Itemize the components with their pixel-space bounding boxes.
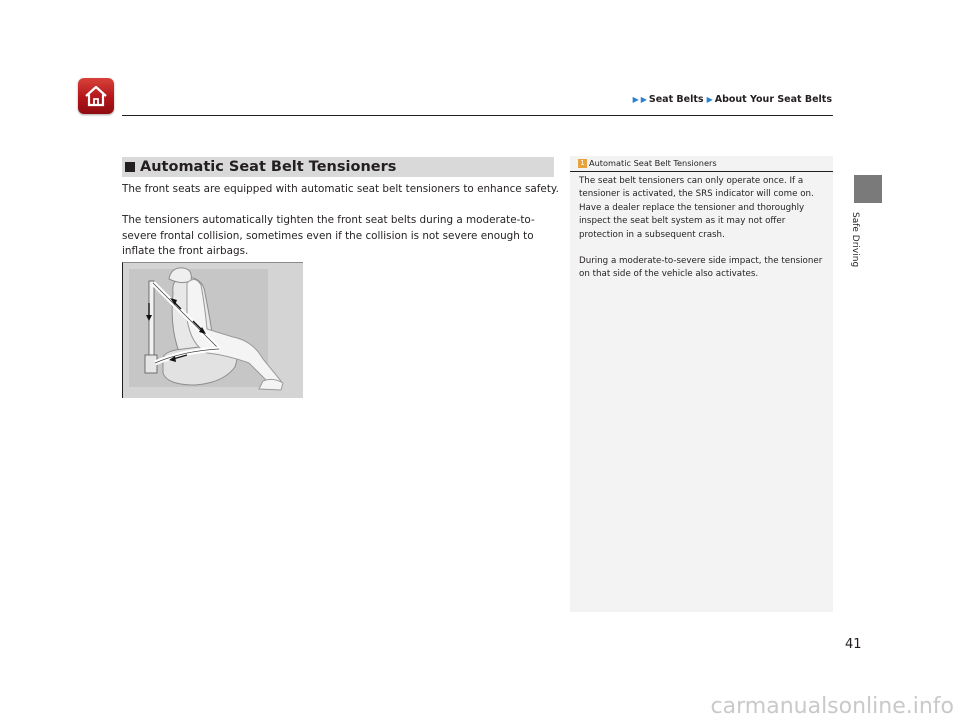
seat-belt-illustration	[122, 262, 303, 398]
breadcrumb-item-about-seat-belts[interactable]: About Your Seat Belts	[714, 94, 832, 105]
breadcrumb-item-seat-belts[interactable]: Seat Belts	[648, 94, 704, 105]
triangle-right-icon: ▶	[632, 95, 639, 104]
triangle-right-icon: ▶	[640, 95, 647, 104]
chapter-tab-marker[interactable]	[854, 175, 882, 203]
home-button[interactable]	[78, 78, 114, 114]
watermark: carmanualsonline.info	[710, 694, 954, 719]
body-paragraph-1: The front seats are equipped with automatic seat belt tensioners to enhance safety.	[122, 183, 559, 195]
triangle-right-icon: ▶	[706, 95, 713, 104]
home-icon	[83, 84, 109, 108]
note-body	[579, 175, 829, 295]
section-heading-bar	[122, 157, 554, 177]
note-title: Automatic Seat Belt Tensioners	[589, 158, 717, 168]
body-paragraph-2: The tensioners automatically tighten the front seat belts during a moderate-to-severe frontal collision, sometimes even if the collision is not severe enough to inflate the front airbags.	[122, 214, 535, 257]
note-paragraph-2: During a moderate-to-severe side impact, the tensioner on that side of the vehicle also activates.	[579, 256, 823, 280]
note-panel	[570, 156, 833, 612]
note-header	[570, 156, 833, 172]
square-icon	[125, 162, 135, 172]
page-number: 41	[845, 637, 862, 652]
breadcrumb	[633, 94, 832, 105]
seat-diagram	[123, 263, 303, 398]
header-divider	[122, 115, 833, 116]
section-title: Automatic Seat Belt Tensioners	[140, 159, 397, 175]
chapter-tab-label: Safe Driving	[850, 212, 860, 268]
note-number-icon: 1	[578, 159, 587, 168]
note-paragraph-1: The seat belt tensioners can only operate once. If a tensioner is activated, the SRS indicator will come on. Have a dealer replace the tensioner and thoroughly inspect the seat belt system as it may not offer protection in a subsequent crash.	[579, 176, 814, 240]
